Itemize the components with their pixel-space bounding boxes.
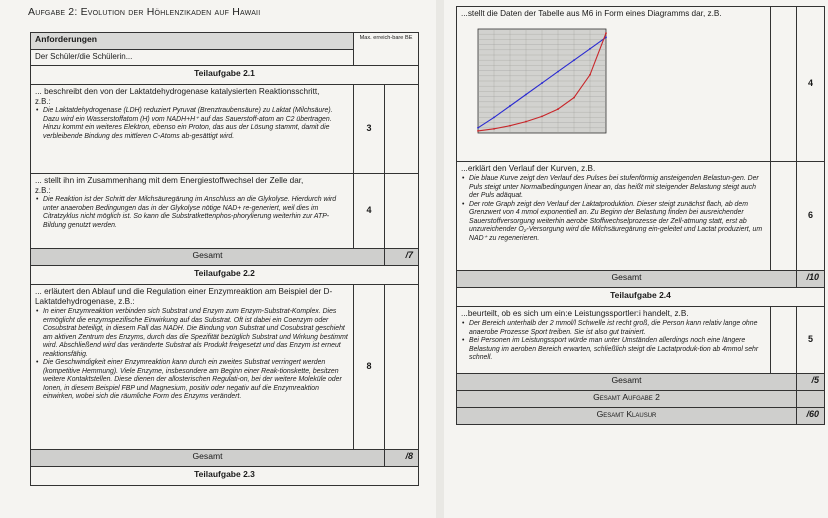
data-point bbox=[573, 59, 575, 61]
criterion-sub: z.B.: bbox=[35, 186, 51, 195]
score-cell bbox=[385, 285, 419, 450]
task-title: Aufgabe 2: Evolution der Höhlenzikaden auf Hawaii bbox=[28, 6, 261, 18]
data-point bbox=[509, 125, 511, 127]
criterion-bullet: • Die blaue Kurve zeigt den Verlauf des Pulses bei stufenförmig ansteigenden Belastun-gen. Der Puls steigt unter Normalbedingungen linear an, das heißt mit steigender Belastung steigt auch der Puls adäquat. bbox=[469, 175, 766, 201]
total-row bbox=[457, 271, 825, 288]
criterion-bullet: • Der rote Graph zeigt den Verlauf der Laktatproduktion. Dieser steigt zunächst flach, ab dem Grenzwert von 4 mmol exponentiell an. Zu Beginn der Belastung finden bei ausreichender Sauerstoffversorgung weiterhin aerobe Stoffwechselprozesse der Zell-atmung statt, erst ab unzureichender O₂-Versorgung wird die Milchsäuregärung ein-geleitet und Lactat produziert, um NAD⁺ zu regenerieren. bbox=[469, 201, 766, 244]
data-point bbox=[525, 121, 527, 123]
total-label: Gesamt bbox=[457, 271, 797, 288]
criterion-2-2 bbox=[31, 285, 354, 450]
total-row bbox=[31, 450, 419, 467]
max-points-cell: 4 bbox=[354, 174, 385, 249]
data-point bbox=[525, 94, 527, 96]
max-points-cell: 5 bbox=[797, 307, 825, 374]
score-cell bbox=[771, 162, 797, 271]
total-points: /8 bbox=[385, 450, 419, 467]
max-points-cell: 3 bbox=[354, 85, 385, 174]
data-point bbox=[605, 32, 607, 34]
data-point bbox=[557, 71, 559, 73]
data-point bbox=[477, 130, 479, 132]
data-point bbox=[541, 82, 543, 84]
grand-total-label: Gesamt Aufgabe 2 bbox=[457, 391, 797, 408]
exam-total-points: /60 bbox=[797, 408, 825, 425]
total-label: Gesamt bbox=[31, 249, 385, 266]
grand-total-points bbox=[797, 391, 825, 408]
criterion-sub: z.B.: bbox=[35, 97, 51, 106]
header-row bbox=[31, 33, 419, 50]
criterion-row bbox=[31, 85, 419, 174]
data-point bbox=[477, 127, 479, 129]
grading-table-left bbox=[30, 32, 419, 486]
score-cell bbox=[771, 307, 797, 374]
data-point bbox=[589, 48, 591, 50]
section-heading-2-3: Teilaufgabe 2.3 bbox=[31, 467, 419, 486]
max-points-header: Max. erreich-bare BE bbox=[354, 33, 419, 66]
data-point bbox=[589, 74, 591, 76]
criterion-diagram bbox=[457, 7, 771, 162]
criterion-title: ...stellt die Daten der Tabelle aus M6 in Form eines Diagramms dar, z.B. bbox=[461, 9, 722, 18]
criterion-bullet: • Die Geschwindigkeit einer Enzymreaktion kann durch ein zweites Substrat verringert werden (kompetitive Hemmung). Viele Enzyme, insbesondere am Beginn einer Reak-tionskette, besitzen weitere Kontaktstellen. Diese dienen der allosterischen Regulati-on, bei der weitere Moleküle oder Ionen, in diesem Beispiel FBP und Magnesium, positiv oder negativ auf die Enzymreaktion einwirken, wobei sich die räumliche Form des Enzyms verändert. bbox=[43, 359, 349, 402]
student-header: Der Schüler/die Schülerin... bbox=[31, 50, 354, 66]
total-points: /5 bbox=[797, 374, 825, 391]
criterion-row bbox=[457, 162, 825, 271]
grading-table-right bbox=[456, 6, 825, 425]
section-heading-2-2: Teilaufgabe 2.2 bbox=[31, 266, 419, 285]
section-heading-2-1: Teilaufgabe 2.1 bbox=[31, 66, 419, 85]
grand-total-row bbox=[457, 391, 825, 408]
score-cell bbox=[385, 174, 419, 249]
criterion-title: ...beurteilt, ob es sich um ein:e Leistungssportler:i handelt, z.B. bbox=[461, 309, 689, 318]
total-label: Gesamt bbox=[457, 374, 797, 391]
score-cell bbox=[385, 85, 419, 174]
criterion-bullet: • Der Bereich unterhalb der 2 mmol/l Schwelle ist recht groß, die Person kann relativ lange ohne anaerobe Prozesse Sport treiben. Sie ist also gut trainiert. bbox=[469, 320, 766, 337]
total-label: Gesamt bbox=[31, 450, 385, 467]
criterion-curves bbox=[457, 162, 771, 271]
lactate-pulse-chart bbox=[464, 23, 614, 145]
criterion-title: ...erklärt den Verlauf der Kurven, z.B. bbox=[461, 164, 596, 173]
requirements-header: Anforderungen bbox=[31, 33, 354, 50]
max-points-cell: 6 bbox=[797, 162, 825, 271]
data-point bbox=[573, 97, 575, 99]
data-point bbox=[509, 105, 511, 107]
criterion-title: ... beschreibt den von der Laktatdehydrogenase katalysierten Reaktionsschritt, bbox=[35, 87, 320, 96]
chart-svg bbox=[464, 23, 614, 145]
score-cell bbox=[771, 7, 797, 162]
criterion-2-1-b bbox=[31, 174, 354, 249]
max-points-cell: 4 bbox=[797, 7, 825, 162]
max-points-cell: 8 bbox=[354, 285, 385, 450]
data-point bbox=[541, 115, 543, 117]
total-row bbox=[31, 249, 419, 266]
criterion-bullet: • Bei Personen im Leistungssport würde man unter Umständen allerdings noch eine längere Belastung im aeroben Bereich erwarten, schließlich steigt die Lactatproduk-tion ab 4mmol sehr schnell. bbox=[469, 337, 766, 363]
criterion-row bbox=[31, 174, 419, 249]
data-point bbox=[493, 117, 495, 119]
criterion-athlete bbox=[457, 307, 771, 374]
exam-total-label bbox=[457, 408, 797, 425]
right-page bbox=[444, 0, 828, 518]
criterion-bullet: • In einer Enzymreaktion verbinden sich Substrat und Enzym zum Enzym-Substrat-Komplex. Dies ermöglicht die enzymspezifische Einwirkung auf das Substrat. Oft ist dabei ein Coenzym oder Cosubstrat beteiligt, in diesem Fall das NADH. Die Bindung von Substrat und Cosubstrat geschieht am aktiven Zentrum des Enzyms, durch das die Spezifität bezüglich Substrat und Wirkung bestimmt wird. Abschließend wird das veränderte Substrat als Produkt freigesetzt und das Enzym ist erneut reaktionsfähig. bbox=[43, 308, 349, 359]
data-point bbox=[605, 36, 607, 38]
criterion-row bbox=[31, 285, 419, 450]
criterion-title: ... stellt ihn im Zusammenhang mit dem Energiestoffwechsel der Zelle dar, bbox=[35, 176, 304, 185]
criterion-bullet: • Die Reaktion ist der Schritt der Milchsäuregärung im Anschluss an die Glykolyse. Hierdurch wird unter anaeroben Bedingungen das in der Glykolyse nötige NAD+ re-generiert, weil dies im Citratzyklus nicht möglich ist. So kann die Substratkettenphos-phorylierung weiterhin zur ATP-Bildung genutzt werden. bbox=[43, 196, 349, 230]
criterion-row bbox=[457, 307, 825, 374]
criterion-row bbox=[457, 7, 825, 162]
criterion-title: ... erläutert den Ablauf und die Regulation einer Enzymreaktion am Beispiel der D-Laktatdehydrogenase, z.B.: bbox=[35, 287, 333, 306]
criterion-2-1-a bbox=[31, 85, 354, 174]
data-point bbox=[557, 108, 559, 110]
exam-total-row bbox=[457, 408, 825, 425]
total-row bbox=[457, 374, 825, 391]
total-points: /7 bbox=[385, 249, 419, 266]
exam-total-text: Gesamt Klausur bbox=[596, 409, 657, 419]
criterion-bullet: • Die Laktatdehydrogenase (LDH) reduziert Pyruvat (Brenztraubensäure) zu Laktat (Milchsäure). Dazu wird ein Wasserstoffatom (H) vom NADH+H⁺ auf das Sauerstoff-atom an C2 übertragen. Hinzu kommt ein weiteres Elektron, ebenso ein Proton, das aus der Lösung stammt, damit die verbleibende Bindung des mittleren C-Atoms ab-gesättigt wird. bbox=[43, 107, 349, 141]
data-point bbox=[493, 128, 495, 130]
total-points: /10 bbox=[797, 271, 825, 288]
section-heading-2-4: Teilaufgabe 2.4 bbox=[457, 288, 825, 307]
